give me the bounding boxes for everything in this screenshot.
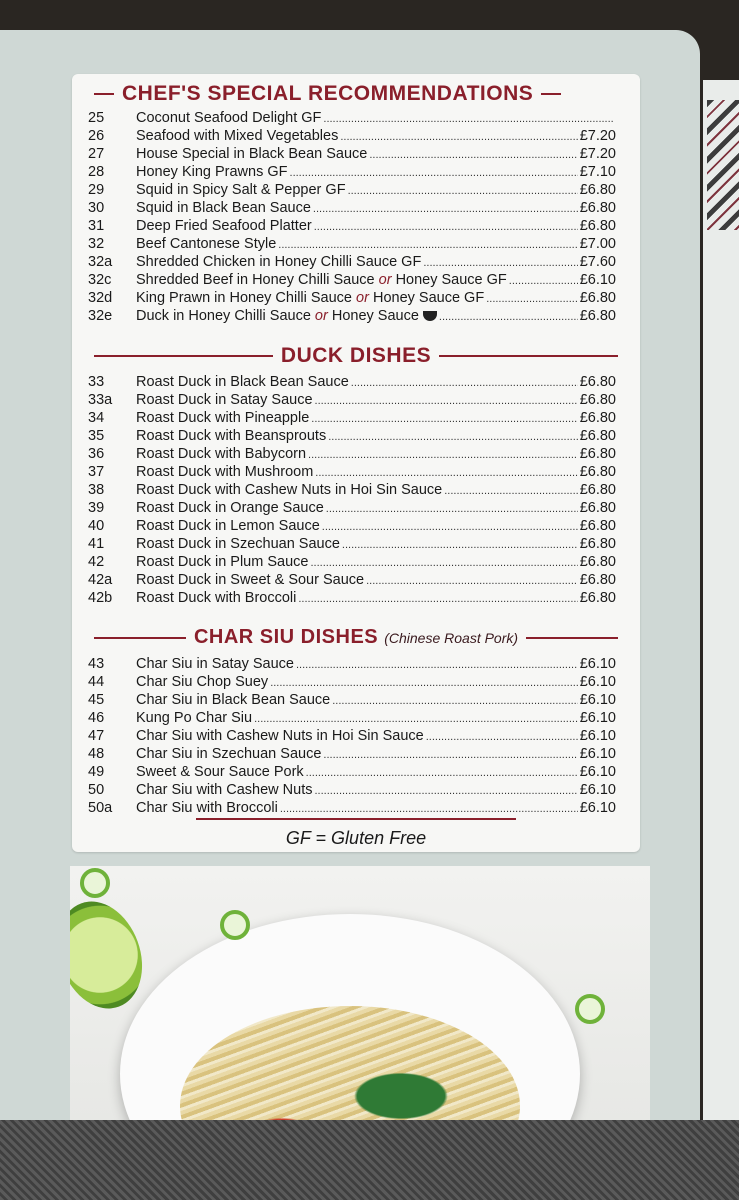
item-number: 44 — [88, 674, 105, 690]
duck-section-title: DUCK DISHES — [280, 344, 432, 367]
item-number: 37 — [88, 464, 105, 480]
item-number: 49 — [88, 764, 105, 780]
item-number: 29 — [88, 182, 105, 198]
item-price: £6.10 — [579, 674, 616, 690]
menu-item — [88, 656, 616, 674]
item-name: King Prawn in Honey Chilli Sauce — [136, 290, 352, 306]
item-name-group — [136, 518, 320, 534]
item-price: £6.10 — [579, 746, 616, 762]
leader-dots — [315, 467, 577, 479]
item-name: Char Siu with Broccoli — [136, 800, 278, 816]
leader-dots — [322, 521, 578, 533]
item-price: £6.80 — [579, 308, 616, 324]
menu-item — [88, 290, 616, 308]
item-name-group — [136, 272, 507, 288]
leader-dots — [486, 293, 578, 305]
item-number: 34 — [88, 410, 105, 426]
table-surface — [0, 1120, 739, 1200]
item-name-group — [136, 500, 324, 516]
scallion-piece — [220, 910, 250, 940]
item-price: £6.80 — [579, 536, 616, 552]
item-number: 25 — [88, 110, 105, 126]
item-price: £7.20 — [579, 146, 616, 162]
item-name-group — [136, 254, 421, 270]
item-name-group — [136, 782, 313, 798]
item-price: £6.80 — [579, 518, 616, 534]
menu-item — [88, 554, 616, 572]
item-price: £6.80 — [579, 218, 616, 234]
item-name: Char Siu in Szechuan Sauce — [136, 746, 322, 762]
item-name: Kung Po Char Siu — [136, 710, 253, 726]
menu-item — [88, 218, 616, 236]
menu-item — [88, 254, 616, 272]
menu-item — [88, 764, 616, 782]
item-name-group — [136, 656, 294, 672]
leader-dots — [369, 149, 577, 161]
item-name: Seafood with Mixed Vegetables — [136, 128, 339, 144]
item-number: 26 — [88, 128, 105, 144]
menu-item — [88, 146, 616, 164]
menu-item — [88, 782, 616, 800]
leader-dots — [298, 593, 577, 605]
item-name: Roast Duck in Orange Sauce — [136, 500, 324, 516]
item-price: £6.80 — [579, 482, 616, 498]
item-name: Char Siu in Black Bean Sauce — [136, 692, 331, 708]
facing-page — [703, 80, 739, 1180]
item-number: 46 — [88, 710, 105, 726]
menu-item — [88, 518, 616, 536]
item-price: £6.10 — [579, 728, 616, 744]
item-name-alt: Honey Sauce GF — [372, 290, 485, 306]
scallion-piece — [80, 868, 110, 898]
item-name-group — [136, 446, 306, 462]
leader-dots — [323, 113, 614, 125]
menu-item — [88, 236, 616, 254]
menu-item — [88, 746, 616, 764]
item-name-group — [136, 554, 308, 570]
item-number: 33a — [88, 392, 113, 408]
item-name-group — [136, 392, 313, 408]
charsiu-item-list — [88, 656, 616, 818]
leader-dots — [332, 695, 577, 707]
item-name: Roast Duck with Babycorn — [136, 446, 307, 462]
menu-item — [88, 110, 616, 128]
leader-dots — [351, 377, 578, 389]
leader-dots — [315, 785, 578, 797]
item-name: Squid in Black Bean Sauce — [136, 200, 311, 216]
menu-item — [88, 692, 616, 710]
item-price: £6.80 — [579, 464, 616, 480]
menu-item — [88, 464, 616, 482]
menu-item — [88, 428, 616, 446]
item-price: £6.80 — [579, 290, 616, 306]
item-price: £6.80 — [579, 200, 616, 216]
item-price: £7.20 — [579, 128, 616, 144]
item-number: 33 — [88, 374, 105, 390]
leader-dots — [280, 803, 578, 815]
lime-slice — [70, 890, 156, 1021]
item-name-group — [136, 728, 424, 744]
item-price: £6.10 — [579, 710, 616, 726]
item-name: Char Siu in Satay Sauce — [136, 656, 294, 672]
menu-item — [88, 728, 616, 746]
item-price: £6.10 — [579, 692, 616, 708]
menu-item — [88, 164, 616, 182]
item-price: £7.10 — [579, 164, 616, 180]
item-name: Squid in Spicy Salt & Pepper GF — [136, 182, 346, 198]
item-name-group — [136, 236, 276, 252]
menu-item — [88, 446, 616, 464]
item-number: 28 — [88, 164, 105, 180]
leader-dots — [313, 203, 578, 215]
menu-item — [88, 410, 616, 428]
item-price: £6.10 — [579, 764, 616, 780]
item-number: 47 — [88, 728, 105, 744]
item-name-group — [136, 410, 309, 426]
leader-dots — [308, 449, 578, 461]
header-rule — [541, 93, 561, 95]
menu-card — [72, 74, 640, 852]
item-number: 35 — [88, 428, 105, 444]
item-price: £6.10 — [579, 800, 616, 816]
item-name-group — [136, 428, 326, 444]
duck-item-list — [88, 374, 616, 608]
item-price: £6.80 — [579, 500, 616, 516]
item-name-group — [136, 374, 349, 390]
leader-dots — [348, 185, 578, 197]
leader-dots — [366, 575, 578, 587]
item-name-group — [136, 164, 288, 180]
leader-dots — [290, 167, 578, 179]
menu-item — [88, 800, 616, 818]
item-number: 31 — [88, 218, 105, 234]
item-name: Char Siu with Cashew Nuts in Hoi Sin Sauce — [136, 728, 424, 744]
menu-item — [88, 710, 616, 728]
item-name-group — [136, 692, 330, 708]
item-price: £6.10 — [579, 656, 616, 672]
leader-dots — [423, 257, 577, 269]
leader-dots — [444, 485, 577, 497]
item-name-group — [136, 110, 321, 126]
item-name: Roast Duck with Beansprouts — [136, 428, 327, 444]
item-name: Roast Duck with Broccoli — [136, 590, 297, 606]
item-name: House Special in Black Bean Sauce — [136, 146, 368, 162]
item-name: Roast Duck in Satay Sauce — [136, 392, 313, 408]
menu-item — [88, 674, 616, 692]
item-number: 43 — [88, 656, 105, 672]
chef-section-title: CHEF'S SPECIAL RECOMMENDATIONS — [122, 82, 534, 105]
gluten-free-note: GF = Gluten Free — [285, 828, 427, 848]
item-name-group — [136, 146, 367, 162]
item-or-word: or — [378, 272, 392, 288]
menu-item — [88, 200, 616, 218]
item-price: £6.80 — [579, 572, 616, 588]
leader-dots — [314, 221, 578, 233]
leader-dots — [270, 677, 578, 689]
item-name: Roast Duck with Mushroom — [136, 464, 314, 480]
leader-dots — [306, 767, 578, 779]
item-name-group — [136, 746, 321, 762]
item-name-group — [136, 182, 346, 198]
item-price: £6.80 — [579, 446, 616, 462]
item-name: Shredded Chicken in Honey Chilli Sauce GF — [136, 254, 422, 270]
item-name: Roast Duck with Pineapple — [136, 410, 310, 426]
charsiu-section-subtitle: (Chinese Roast Pork) — [384, 630, 519, 646]
facing-page-artwork — [707, 100, 739, 230]
menu-item — [88, 128, 616, 146]
leader-dots — [426, 731, 578, 743]
item-number: 27 — [88, 146, 105, 162]
item-name-group — [136, 536, 340, 552]
item-name: Char Siu with Cashew Nuts — [136, 782, 313, 798]
item-name: Roast Duck in Szechuan Sauce — [136, 536, 340, 552]
item-or-word: or — [314, 308, 328, 324]
leader-dots — [342, 539, 578, 551]
item-name-alt: Honey Sauce — [331, 308, 419, 324]
menu-item — [88, 590, 616, 608]
item-price: £7.60 — [579, 254, 616, 270]
duck-section-header — [72, 344, 640, 368]
item-name: Roast Duck in Plum Sauce — [136, 554, 309, 570]
item-number: 32a — [88, 254, 113, 270]
header-rule — [94, 355, 273, 357]
item-name-alt: Honey Sauce GF — [395, 272, 507, 288]
header-rule — [526, 637, 618, 639]
item-name-group — [136, 200, 311, 216]
header-rule — [94, 93, 114, 95]
item-name: Duck in Honey Chilli Sauce — [136, 308, 311, 324]
item-number: 50a — [88, 800, 113, 816]
item-number: 30 — [88, 200, 105, 216]
item-name-group — [136, 710, 252, 726]
leader-dots — [310, 557, 577, 569]
item-name-group — [136, 572, 364, 588]
item-number: 32 — [88, 236, 105, 252]
item-price: £6.80 — [579, 590, 616, 606]
menu-item — [88, 374, 616, 392]
item-name: Roast Duck in Black Bean Sauce — [136, 374, 349, 390]
menu-item — [88, 482, 616, 500]
item-name: Sweet & Sour Sauce Pork — [136, 764, 304, 780]
scallion-piece — [575, 994, 605, 1024]
leader-dots — [296, 659, 578, 671]
item-number: 38 — [88, 482, 105, 498]
leader-dots — [328, 431, 578, 443]
leader-dots — [509, 275, 578, 287]
item-number: 42 — [88, 554, 105, 570]
item-number: 45 — [88, 692, 105, 708]
item-name: Coconut Seafood Delight GF — [136, 110, 322, 126]
item-number: 39 — [88, 500, 105, 516]
item-name-group — [136, 590, 296, 606]
menu-item — [88, 182, 616, 200]
leader-dots — [311, 413, 577, 425]
item-name-group — [136, 290, 484, 306]
chef-item-list — [88, 110, 616, 326]
item-name-group — [136, 464, 313, 480]
header-rule — [439, 355, 618, 357]
leader-dots — [254, 713, 578, 725]
leader-dots — [326, 503, 578, 515]
item-price: £6.80 — [579, 410, 616, 426]
item-name: Roast Duck in Lemon Sauce — [136, 518, 320, 534]
item-number: 41 — [88, 536, 105, 552]
item-name: Shredded Beef in Honey Chilli Sauce — [136, 272, 375, 288]
item-price: £6.10 — [579, 272, 616, 288]
item-number: 42a — [88, 572, 113, 588]
header-rule — [94, 637, 186, 639]
item-name-group — [136, 764, 304, 780]
item-price: £7.00 — [579, 236, 616, 252]
item-name-group — [136, 218, 312, 234]
chef-section-header — [72, 82, 640, 106]
item-name-group — [136, 482, 442, 498]
item-number: 32d — [88, 290, 113, 306]
leader-dots — [278, 239, 577, 251]
item-number: 48 — [88, 746, 105, 762]
leader-dots — [323, 749, 577, 761]
item-number: 50 — [88, 782, 105, 798]
charsiu-section-title: CHAR SIU DISHES — [193, 626, 379, 648]
item-number: 32c — [88, 272, 112, 288]
item-name-group — [136, 674, 268, 690]
item-number: 32e — [88, 308, 113, 324]
item-price: £6.10 — [579, 782, 616, 798]
item-name: Roast Duck in Sweet & Sour Sauce — [136, 572, 365, 588]
item-price: £6.80 — [579, 182, 616, 198]
item-name-group — [136, 128, 338, 144]
item-price: £6.80 — [579, 392, 616, 408]
footer-rule — [196, 818, 516, 820]
menu-item — [88, 392, 616, 410]
leader-dots — [340, 131, 577, 143]
item-number: 42b — [88, 590, 113, 606]
item-number: 40 — [88, 518, 105, 534]
leader-dots — [439, 311, 578, 323]
menu-item — [88, 572, 616, 590]
item-price: £6.80 — [579, 374, 616, 390]
leader-dots — [315, 395, 578, 407]
charsiu-section-header — [72, 626, 640, 649]
item-price: £6.80 — [579, 554, 616, 570]
item-name: Roast Duck with Cashew Nuts in Hoi Sin Sauce — [136, 482, 443, 498]
item-price: £6.80 — [579, 428, 616, 444]
item-or-word: or — [356, 290, 369, 306]
item-name: Char Siu Chop Suey — [136, 674, 269, 690]
menu-item — [88, 308, 616, 326]
item-name: Deep Fried Seafood Platter — [136, 218, 312, 234]
menu-item — [88, 536, 616, 554]
item-number: 36 — [88, 446, 105, 462]
item-name: Beef Cantonese Style — [136, 236, 277, 252]
bowl-icon — [423, 311, 437, 321]
menu-item — [88, 500, 616, 518]
item-name: Honey King Prawns GF — [136, 164, 288, 180]
menu-item — [88, 272, 616, 290]
item-name-group — [136, 800, 278, 816]
item-name-group — [136, 308, 437, 324]
